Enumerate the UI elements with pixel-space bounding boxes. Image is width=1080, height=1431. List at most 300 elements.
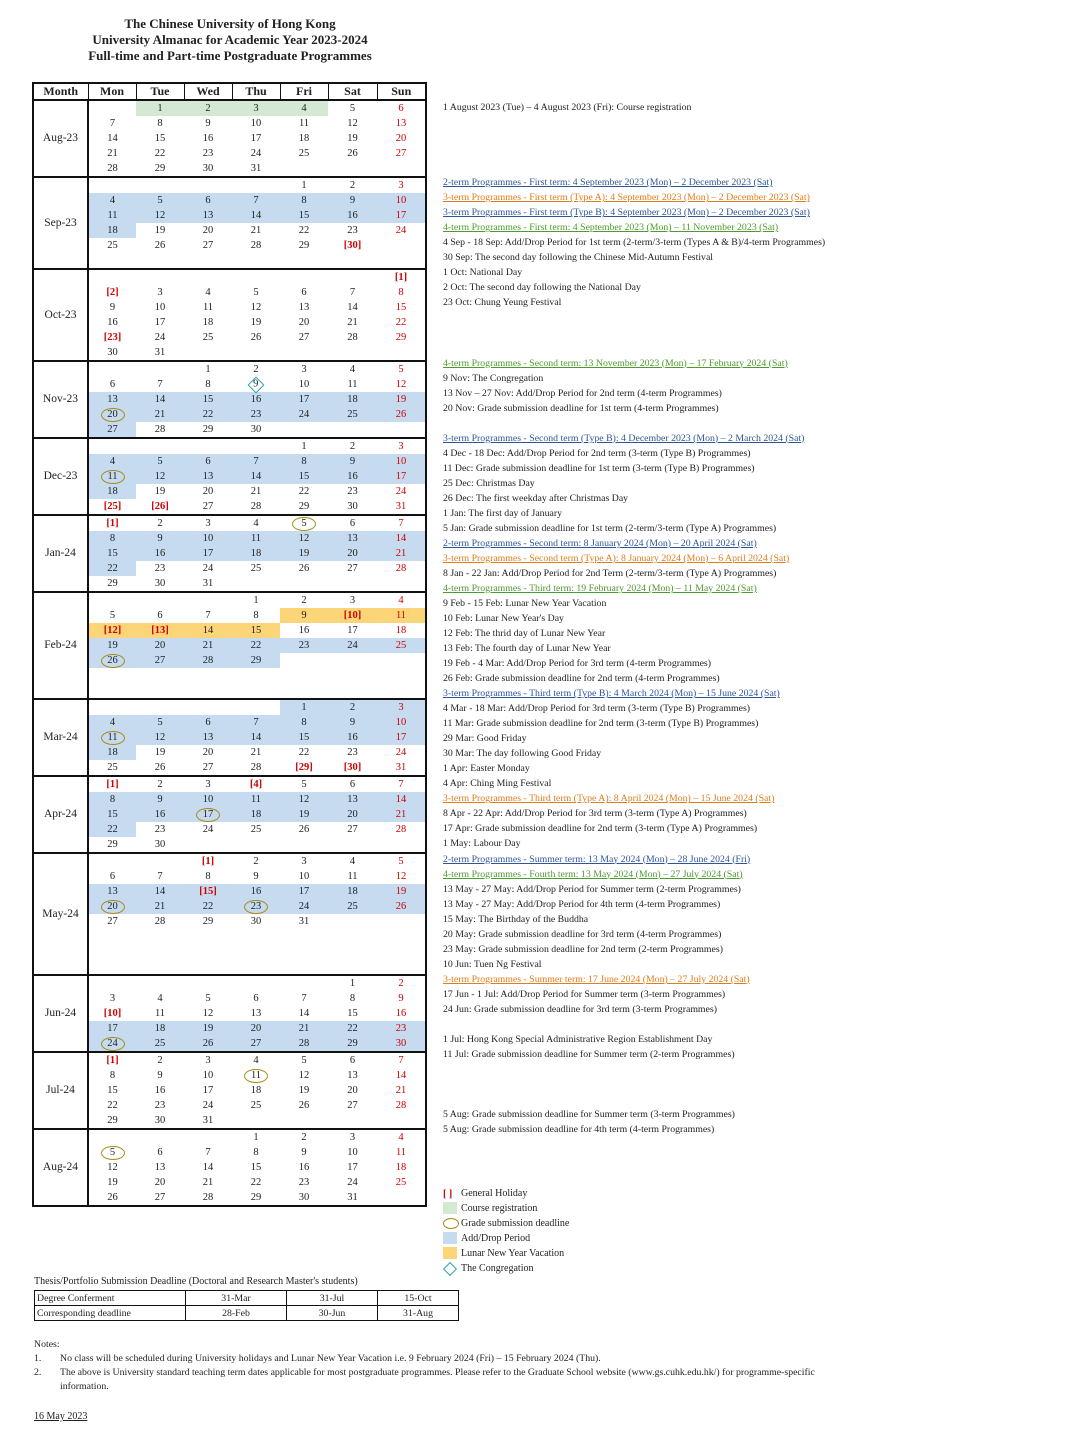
day-cell: 24: [280, 407, 328, 422]
day-cell: 16: [328, 730, 377, 745]
table-row: [33, 899, 426, 914]
day-cell: 8: [253, 1147, 259, 1158]
day-cell: 24: [250, 148, 262, 159]
calendar-table: [32, 82, 427, 1207]
day-cell: 29: [107, 578, 118, 589]
day-cell: [232, 959, 280, 975]
day-cell: 2: [280, 1129, 328, 1145]
col-month: Month: [33, 83, 88, 100]
note-line: 2 Oct: The second day following the National Day: [443, 282, 641, 294]
day-cell: 18: [136, 1021, 184, 1036]
day-cell: 29: [202, 916, 214, 927]
day-cell: 8: [157, 118, 163, 129]
note-line: 1 August 2023 (Tue) – 4 August 2023 (Fri): Course registration: [443, 102, 692, 113]
day-cell: [4]: [232, 776, 280, 792]
day-cell: 26: [250, 332, 262, 343]
day-cell: 20: [347, 1085, 358, 1096]
footnote-text: No class will be scheduled during University holidays and Lunar New Year Vacation i.e. 9 February 2024 (Fri) – 15 February 2024 (Thu).: [60, 1353, 601, 1364]
day-cell: 17: [347, 625, 358, 636]
day-cell: 22: [88, 822, 136, 837]
day-cell: 14: [377, 531, 426, 546]
day-cell: [30]: [343, 762, 362, 773]
congregation-diamond-icon: 9: [248, 377, 265, 394]
note-line: 13 May - 27 May: Add/Drop Period for Summer term (2-term Programmes): [443, 883, 741, 895]
day-cell: 14: [202, 1162, 214, 1173]
day-cell: 13: [88, 884, 136, 899]
calendar-header-row: [33, 83, 426, 100]
day-cell: 25: [107, 762, 118, 773]
day-cell: [23]: [103, 332, 122, 343]
day-cell: 27: [88, 422, 136, 438]
note-line: 3-term Programmes - First term (Type A): 4 September 2023 (Mon) – 2 December 2023 (Sat): [443, 192, 810, 204]
day-cell: [88, 469, 136, 484]
day-cell: 20: [298, 317, 310, 328]
grade-deadline-circle: 5: [101, 1146, 125, 1160]
day-cell: 6: [328, 1052, 377, 1068]
day-cell: [88, 668, 136, 683]
day-cell: 22: [395, 317, 407, 328]
legend-lny-label: Lunar New Year Vacation: [461, 1248, 565, 1259]
day-cell: 9: [328, 193, 377, 208]
grade-circle-icon: [443, 1218, 459, 1229]
day-cell: [2]: [106, 287, 119, 298]
col-mon: Mon: [88, 83, 136, 100]
table-row: [33, 699, 426, 715]
day-cell: 21: [250, 225, 262, 236]
thesis-cell: 31-Aug: [378, 1306, 459, 1321]
table-row: [33, 392, 426, 407]
table-row: [33, 345, 426, 361]
day-cell: 28: [250, 762, 262, 773]
day-cell: 15: [184, 392, 232, 407]
day-cell: [88, 683, 136, 699]
day-cell: 18: [202, 317, 214, 328]
day-cell: 28: [347, 332, 358, 343]
day-cell: [136, 1129, 184, 1145]
day-cell: [280, 837, 328, 853]
day-cell: [232, 975, 280, 991]
day-cell: 7: [232, 454, 280, 469]
table-row: [33, 223, 426, 238]
day-cell: 9: [136, 531, 184, 546]
day-cell: [280, 161, 328, 177]
day-cell: 21: [377, 807, 426, 822]
month-label: Oct-23: [33, 269, 88, 361]
table-row: [33, 653, 426, 668]
day-cell: 26: [298, 563, 310, 574]
day-cell: 18: [395, 1162, 407, 1173]
day-cell: 15: [88, 807, 136, 822]
day-cell: [377, 161, 426, 177]
table-row: [33, 546, 426, 561]
day-cell: [136, 699, 184, 715]
day-cell: 9: [398, 993, 404, 1004]
day-cell: 6: [109, 379, 116, 390]
day-cell: 16: [328, 208, 377, 223]
day-cell: 9: [301, 1147, 307, 1158]
calendar-body: [33, 100, 426, 1206]
day-cell: 25: [328, 899, 377, 914]
day-cell: 24: [395, 225, 407, 236]
thesis-cell: 28-Feb: [186, 1306, 287, 1321]
day-cell: 2: [328, 177, 377, 193]
day-cell: 21: [250, 747, 262, 758]
day-cell: 13: [347, 1070, 358, 1081]
day-cell: [232, 177, 280, 193]
day-cell: 12: [395, 871, 407, 882]
day-cell: [280, 653, 328, 668]
day-cell: [377, 944, 426, 959]
day-cell: 13: [328, 792, 377, 807]
day-cell: 2: [232, 853, 280, 869]
month-label: Dec-23: [33, 438, 88, 515]
day-cell: [88, 1036, 136, 1052]
day-cell: 21: [395, 1085, 407, 1096]
day-cell: 26: [154, 762, 166, 773]
day-cell: 8: [205, 871, 211, 882]
table-row: [33, 792, 426, 807]
day-cell: 24: [347, 1177, 358, 1188]
day-cell: 24: [202, 824, 214, 835]
table-row: [33, 193, 426, 208]
day-cell: 4: [157, 993, 163, 1004]
day-cell: 6: [184, 715, 232, 730]
table-row: [33, 1145, 426, 1160]
day-cell: 21: [280, 1021, 328, 1036]
day-cell: 21: [136, 407, 184, 422]
day-cell: 22: [107, 1100, 118, 1111]
day-cell: 28: [154, 424, 166, 435]
day-cell: 9: [328, 454, 377, 469]
day-cell: [88, 929, 136, 944]
day-cell: [136, 853, 184, 869]
day-cell: 12: [202, 1008, 214, 1019]
day-cell: 7: [205, 610, 211, 621]
note-line: 23 Oct: Chung Yeung Festival: [443, 297, 562, 309]
registration-swatch-icon: [443, 1202, 457, 1214]
col-fri: Fri: [280, 83, 328, 100]
day-cell: 14: [136, 392, 184, 407]
day-cell: 18: [88, 484, 136, 499]
day-cell: [232, 683, 280, 699]
day-cell: 3: [280, 853, 328, 869]
table-row: [33, 944, 426, 959]
day-cell: [328, 161, 377, 177]
note-line: 10 Jun: Tuen Ng Festival: [443, 958, 542, 970]
day-cell: 24: [328, 638, 377, 653]
day-cell: 2: [136, 515, 184, 531]
day-cell: 19: [280, 807, 328, 822]
note-line: 26 Dec: The first weekday after Christmas Day: [443, 492, 629, 504]
note-line: 3-term Programmes - Third term (Type B): 4 March 2024 (Mon) – 15 June 2024 (Sat): [443, 688, 780, 700]
day-cell: [136, 929, 184, 944]
day-cell: 10: [250, 118, 262, 129]
table-row: [33, 1190, 426, 1206]
day-cell: 20: [232, 1021, 280, 1036]
day-cell: 1: [280, 438, 328, 454]
table-row: [33, 576, 426, 592]
day-cell: 5: [136, 454, 184, 469]
table-row: [33, 330, 426, 345]
legend-congregation-label: The Congregation: [461, 1263, 534, 1274]
day-cell: 10: [298, 379, 310, 390]
day-cell: 20: [328, 546, 377, 561]
congregation-diamond-icon: [443, 1262, 457, 1276]
day-cell: [136, 668, 184, 683]
day-cell: 24: [395, 486, 407, 497]
day-cell: 19: [154, 225, 166, 236]
day-cell: [88, 269, 136, 285]
day-cell: [328, 959, 377, 975]
note-line: 11 Dec: Grade submission deadline for 1st term (3-term (Type B) Programmes): [443, 462, 755, 474]
day-cell: 20: [202, 486, 214, 497]
table-row: [33, 822, 426, 837]
note-line: 3-term Programmes - Second term (Type A): 8 January 2024 (Mon) – 6 April 2024 (Sat): [443, 552, 790, 564]
table-row: [33, 991, 426, 1006]
day-cell: 27: [154, 1192, 166, 1203]
note-line: 1 Jan: The first day of January: [443, 507, 562, 519]
day-cell: 3: [184, 515, 232, 531]
footnote-text: The above is University standard teaching term dates applicable for most postgraduate programmes. Please refer to the Graduate School website (www.gs.cuhk.edu.hk/) for programme-specific information.: [60, 1367, 815, 1392]
day-cell: 31: [202, 578, 214, 589]
day-cell: 17: [202, 1085, 214, 1096]
day-cell: 25: [250, 1100, 262, 1111]
day-cell: 25: [328, 407, 377, 422]
day-cell: [88, 730, 136, 745]
day-cell: 11: [347, 871, 358, 882]
day-cell: [136, 253, 184, 269]
day-cell: 18: [328, 392, 377, 407]
day-cell: 11: [88, 208, 136, 223]
almanac-subtitle: Full-time and Part-time Postgraduate Programmes: [88, 48, 372, 63]
day-cell: 7: [232, 193, 280, 208]
day-cell: 12: [136, 469, 184, 484]
day-cell: 12: [280, 792, 328, 807]
day-cell: 11: [298, 118, 310, 129]
day-cell: 26: [377, 407, 426, 422]
month-label: Mar-24: [33, 699, 88, 776]
legend-grade-label: Grade submission deadline: [461, 1218, 570, 1229]
day-cell: 13: [154, 1162, 166, 1173]
day-cell: 24: [395, 747, 407, 758]
day-cell: 20: [395, 133, 407, 144]
day-cell: 13: [298, 302, 310, 313]
day-cell: [328, 422, 377, 438]
day-cell: [328, 653, 377, 668]
day-cell: [280, 944, 328, 959]
day-cell: [232, 1068, 280, 1083]
day-cell: [1]: [184, 853, 232, 869]
note-line: 11 Jul: Grade submission deadline for Summer term (2-term Programmes): [443, 1048, 735, 1060]
day-cell: 29: [328, 1036, 377, 1052]
col-sun: Sun: [377, 83, 426, 100]
note-line: 1 Oct: National Day: [443, 267, 523, 279]
day-cell: 18: [232, 807, 280, 822]
day-cell: 8: [88, 792, 136, 807]
day-cell: 8: [280, 715, 328, 730]
day-cell: 18: [395, 625, 407, 636]
day-cell: 29: [202, 424, 214, 435]
table-row: [33, 1006, 426, 1021]
day-cell: 27: [347, 824, 358, 835]
day-cell: 7: [157, 871, 163, 882]
grade-deadline-circle: 11: [101, 731, 125, 745]
day-cell: [29]: [295, 762, 313, 773]
table-row: [33, 683, 426, 699]
table-row: [33, 1160, 426, 1175]
day-cell: 7: [109, 118, 116, 129]
day-cell: 12: [136, 208, 184, 223]
day-cell: 17: [377, 730, 426, 745]
day-cell: 22: [298, 225, 310, 236]
day-cell: 6: [184, 454, 232, 469]
table-row: [33, 515, 426, 531]
table-row: [33, 1052, 426, 1068]
grade-deadline-circle: 11: [101, 470, 125, 484]
table-row: [33, 208, 426, 223]
day-cell: [88, 653, 136, 668]
day-cell: 6: [301, 287, 307, 298]
day-cell: 27: [298, 332, 310, 343]
holiday-bracket-icon: [ ]: [443, 1189, 453, 1200]
day-cell: 2: [136, 776, 184, 792]
table-row: [33, 1036, 426, 1052]
day-cell: [377, 576, 426, 592]
note-line: 2-term Programmes - First term: 4 September 2023 (Mon) – 2 December 2023 (Sat): [443, 177, 773, 189]
day-cell: 31: [202, 1115, 214, 1126]
day-cell: 25: [250, 824, 262, 835]
note-line: 4-term Programmes - Third term: 19 February 2024 (Mon) – 11 May 2024 (Sat): [443, 582, 757, 594]
day-cell: [88, 407, 136, 422]
day-cell: 23: [154, 824, 166, 835]
note-line: 30 Mar: The day following Good Friday: [443, 748, 602, 760]
day-cell: 8: [280, 193, 328, 208]
day-cell: 26: [347, 148, 358, 159]
day-cell: [280, 929, 328, 944]
day-cell: 24: [280, 899, 328, 914]
day-cell: 31: [298, 916, 310, 927]
day-cell: 4: [232, 1052, 280, 1068]
day-cell: [184, 253, 232, 269]
note-line: 4 Sep - 18 Sep: Add/Drop Period for 1st term (2-term/3-term (Types A & B)/4-term Programmes): [443, 237, 826, 249]
note-line: 10 Feb: Lunar New Year's Day: [443, 613, 564, 625]
day-cell: [232, 576, 280, 592]
day-cell: 8: [109, 1070, 116, 1081]
day-cell: 23: [298, 1177, 310, 1188]
day-cell: [377, 653, 426, 668]
day-cell: 3: [157, 287, 163, 298]
table-row: [33, 377, 426, 392]
table-row: [33, 1129, 426, 1145]
day-cell: 3: [184, 1052, 232, 1068]
day-cell: 21: [184, 638, 232, 653]
day-cell: 23: [232, 407, 280, 422]
day-cell: [88, 592, 136, 608]
day-cell: [88, 1129, 136, 1145]
day-cell: 7: [377, 515, 426, 531]
month-label: May-24: [33, 853, 88, 975]
thesis-table: [34, 1290, 459, 1321]
day-cell: 30: [154, 578, 166, 589]
day-cell: [328, 683, 377, 699]
day-cell: [232, 837, 280, 853]
day-cell: [25]: [103, 501, 122, 512]
day-cell: 18: [298, 133, 310, 144]
day-cell: [328, 944, 377, 959]
day-cell: 12: [107, 1162, 118, 1173]
day-cell: 21: [347, 317, 358, 328]
day-cell: 7: [301, 993, 307, 1004]
month-label: Jul-24: [33, 1052, 88, 1129]
day-cell: 10: [184, 531, 232, 546]
day-cell: 26: [298, 1100, 310, 1111]
note-line: 15 May: The Birthday of the Buddha: [443, 913, 589, 925]
day-cell: [328, 837, 377, 853]
day-cell: 14: [395, 1070, 407, 1081]
table-row: [33, 869, 426, 884]
day-cell: [1]: [88, 515, 136, 531]
table-row: [33, 1068, 426, 1083]
thesis-row-label: Corresponding deadline: [35, 1306, 186, 1321]
day-cell: 29: [298, 240, 310, 251]
day-cell: 22: [184, 899, 232, 914]
day-cell: 10: [377, 715, 426, 730]
day-cell: 19: [154, 486, 166, 497]
day-cell: 18: [88, 223, 136, 238]
day-cell: [232, 377, 280, 392]
legend-holiday-label: General Holiday: [461, 1188, 528, 1199]
day-cell: 30: [250, 916, 262, 927]
almanac-header: [30, 16, 430, 64]
day-cell: 10: [154, 302, 166, 313]
day-cell: 2: [328, 438, 377, 454]
day-cell: [184, 668, 232, 683]
month-label: Feb-24: [33, 592, 88, 699]
day-cell: 5: [136, 715, 184, 730]
note-line: 1 Jul: Hong Kong Special Administrative Region Establishment Day: [443, 1033, 713, 1045]
day-cell: 20: [154, 1177, 166, 1188]
day-cell: 17: [280, 884, 328, 899]
month-label: Nov-23: [33, 361, 88, 438]
table-row: [33, 422, 426, 438]
month-label: Aug-23: [33, 100, 88, 177]
note-line: 17 Jun - 1 Jul: Add/Drop Period for Summer term (3-term Programmes): [443, 988, 726, 1000]
day-cell: 16: [107, 317, 118, 328]
day-cell: 1: [184, 361, 232, 377]
table-row: [33, 776, 426, 792]
day-cell: 19: [88, 638, 136, 653]
day-cell: 26: [184, 1036, 232, 1052]
note-line: 13 Nov – 27 Nov: Add/Drop Period for 2nd term (4-term Programmes): [443, 387, 722, 399]
day-cell: [328, 345, 377, 361]
table-row: [33, 929, 426, 944]
day-cell: [184, 699, 232, 715]
day-cell: 23: [347, 225, 358, 236]
day-cell: [232, 253, 280, 269]
day-cell: [377, 238, 426, 253]
day-cell: [184, 269, 232, 285]
day-cell: 20: [202, 225, 214, 236]
day-cell: 26: [154, 240, 166, 251]
day-cell: 4: [232, 515, 280, 531]
day-cell: [136, 683, 184, 699]
day-cell: [136, 959, 184, 975]
university-name: The Chinese University of Hong Kong: [124, 16, 336, 31]
day-cell: 18: [88, 745, 136, 760]
note-line: 5 Jan: Grade submission deadline for 1st term (2-term/3-term (Type A) Programmes): [443, 522, 777, 534]
day-cell: 14: [377, 792, 426, 807]
day-cell: [88, 438, 136, 454]
